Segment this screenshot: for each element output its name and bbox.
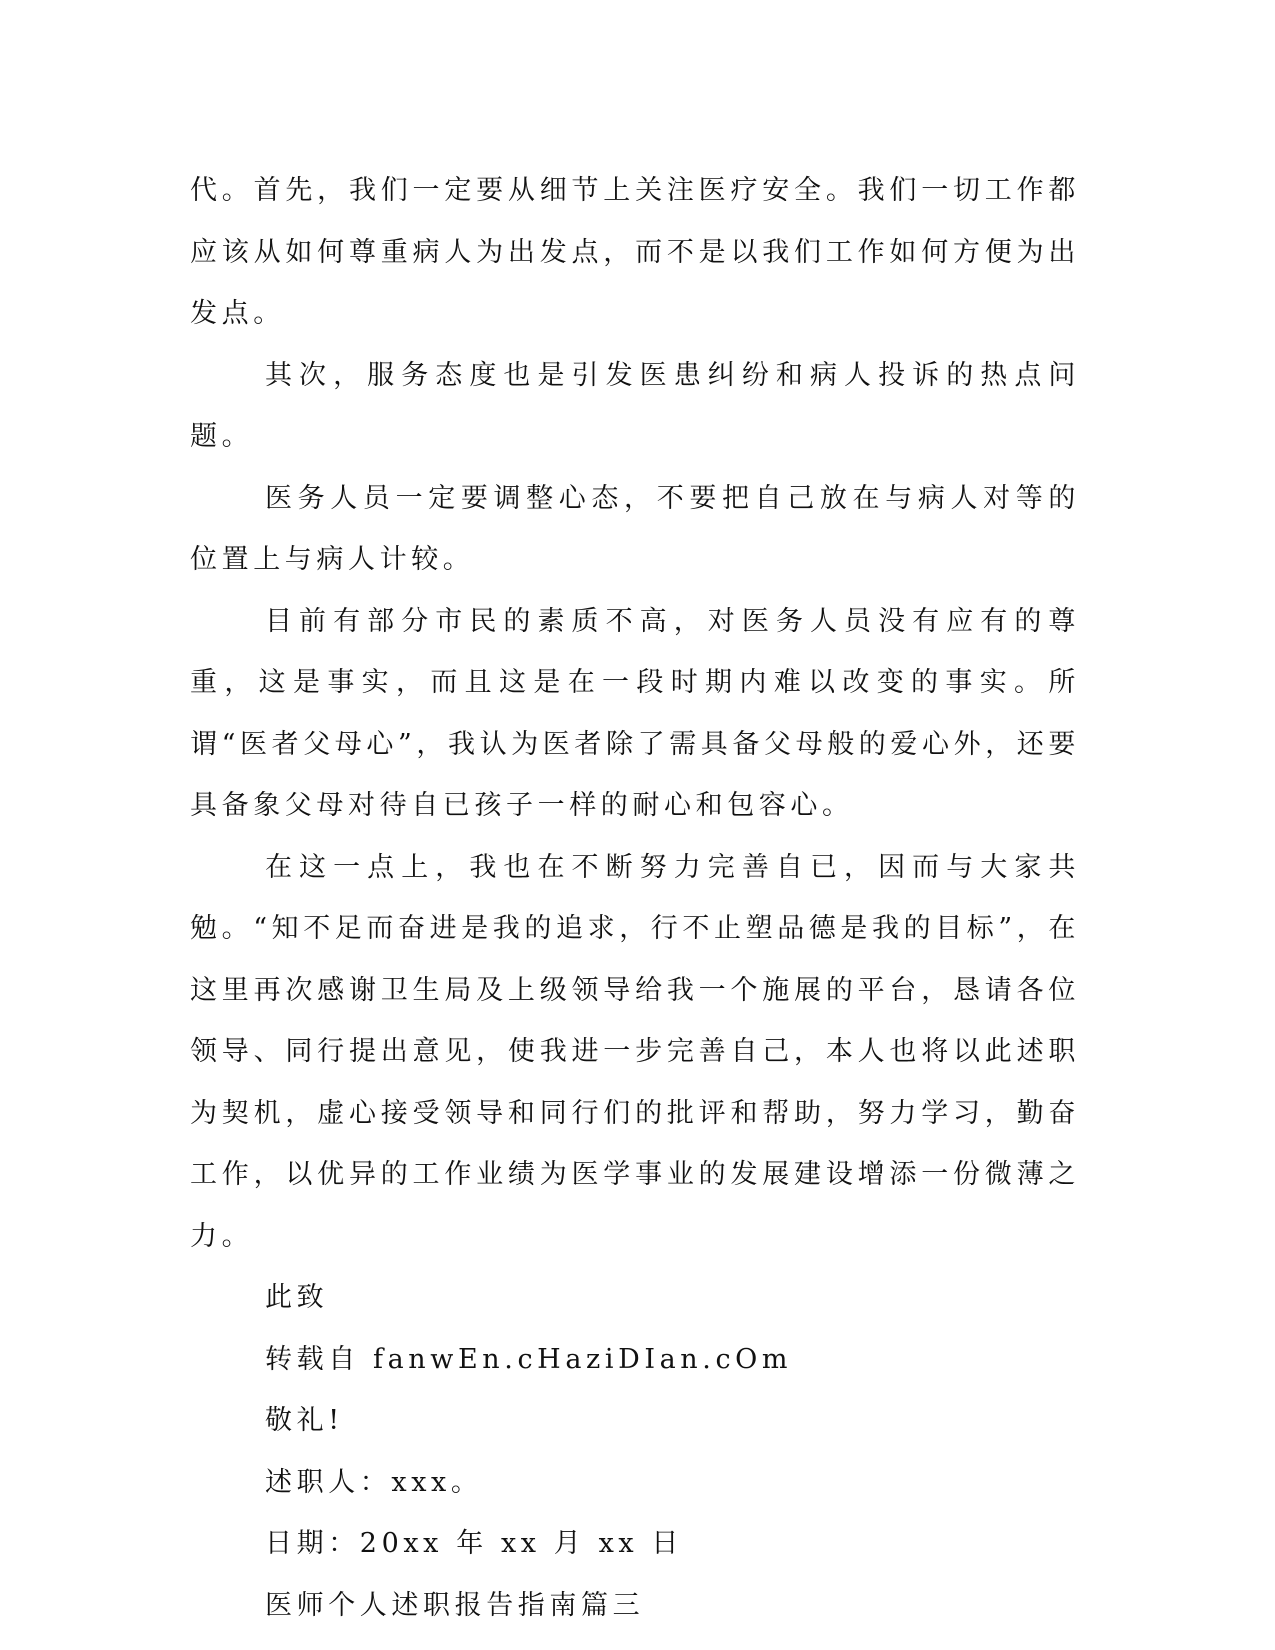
date-line: 日期：20xx 年 xx 月 xx 日 [265,1528,684,1559]
next-section-title: 医师个人述职报告指南篇三 [265,1589,645,1621]
author-line: 述职人：xxx。 [265,1466,483,1498]
source-note: 转载自 fanwEn.cHaziDIan.cOm [265,1343,793,1375]
paragraph-adjust-mindset: 医务人员一定要调整心态，不要把自己放在与病人对等的位置上与病人计较。 [190,482,1080,575]
document-body [190,160,1080,1636]
closing-regards: 敬礼! [265,1405,344,1436]
paragraph-service-attitude: 其次，服务态度也是引发医患纠纷和病人投诉的热点问题。 [190,359,1080,452]
paragraph-self-improvement: 在这一点上，我也在不断努力完善自已，因而与大家共勉。“知不足而奋进是我的追求，行不止塑品德是我的目标”，在这里再次感谢卫生局及上级领导给我一个施展的平台，恳请各位领导、同行提出意见，使我进一步完善自己，本人也将以此述职为契机，虚心接受领导和同行们的批评和帮助，努力学习，勤奋工作，以优异的工作业绩为医学事业的发展建设增添一份微薄之力。 [190,851,1081,1252]
closing-salutation: 此致 [265,1282,329,1313]
paragraph-patience: 目前有部分市民的素质不高，对医务人员没有应有的尊重，这是事实，而且这是在一段时期内难以改变的事实。所谓“医者父母心”，我认为医者除了需具备父母般的爱心外，还要具备象父母对待自已孩子一样的耐心和包容心。 [190,605,1081,821]
paragraph-medical-safety: 代。首先，我们一定要从细节上关注医疗安全。我们一切工作都应该从如何尊重病人为出发点，而不是以我们工作如何方便为出发点。 [190,175,1080,329]
